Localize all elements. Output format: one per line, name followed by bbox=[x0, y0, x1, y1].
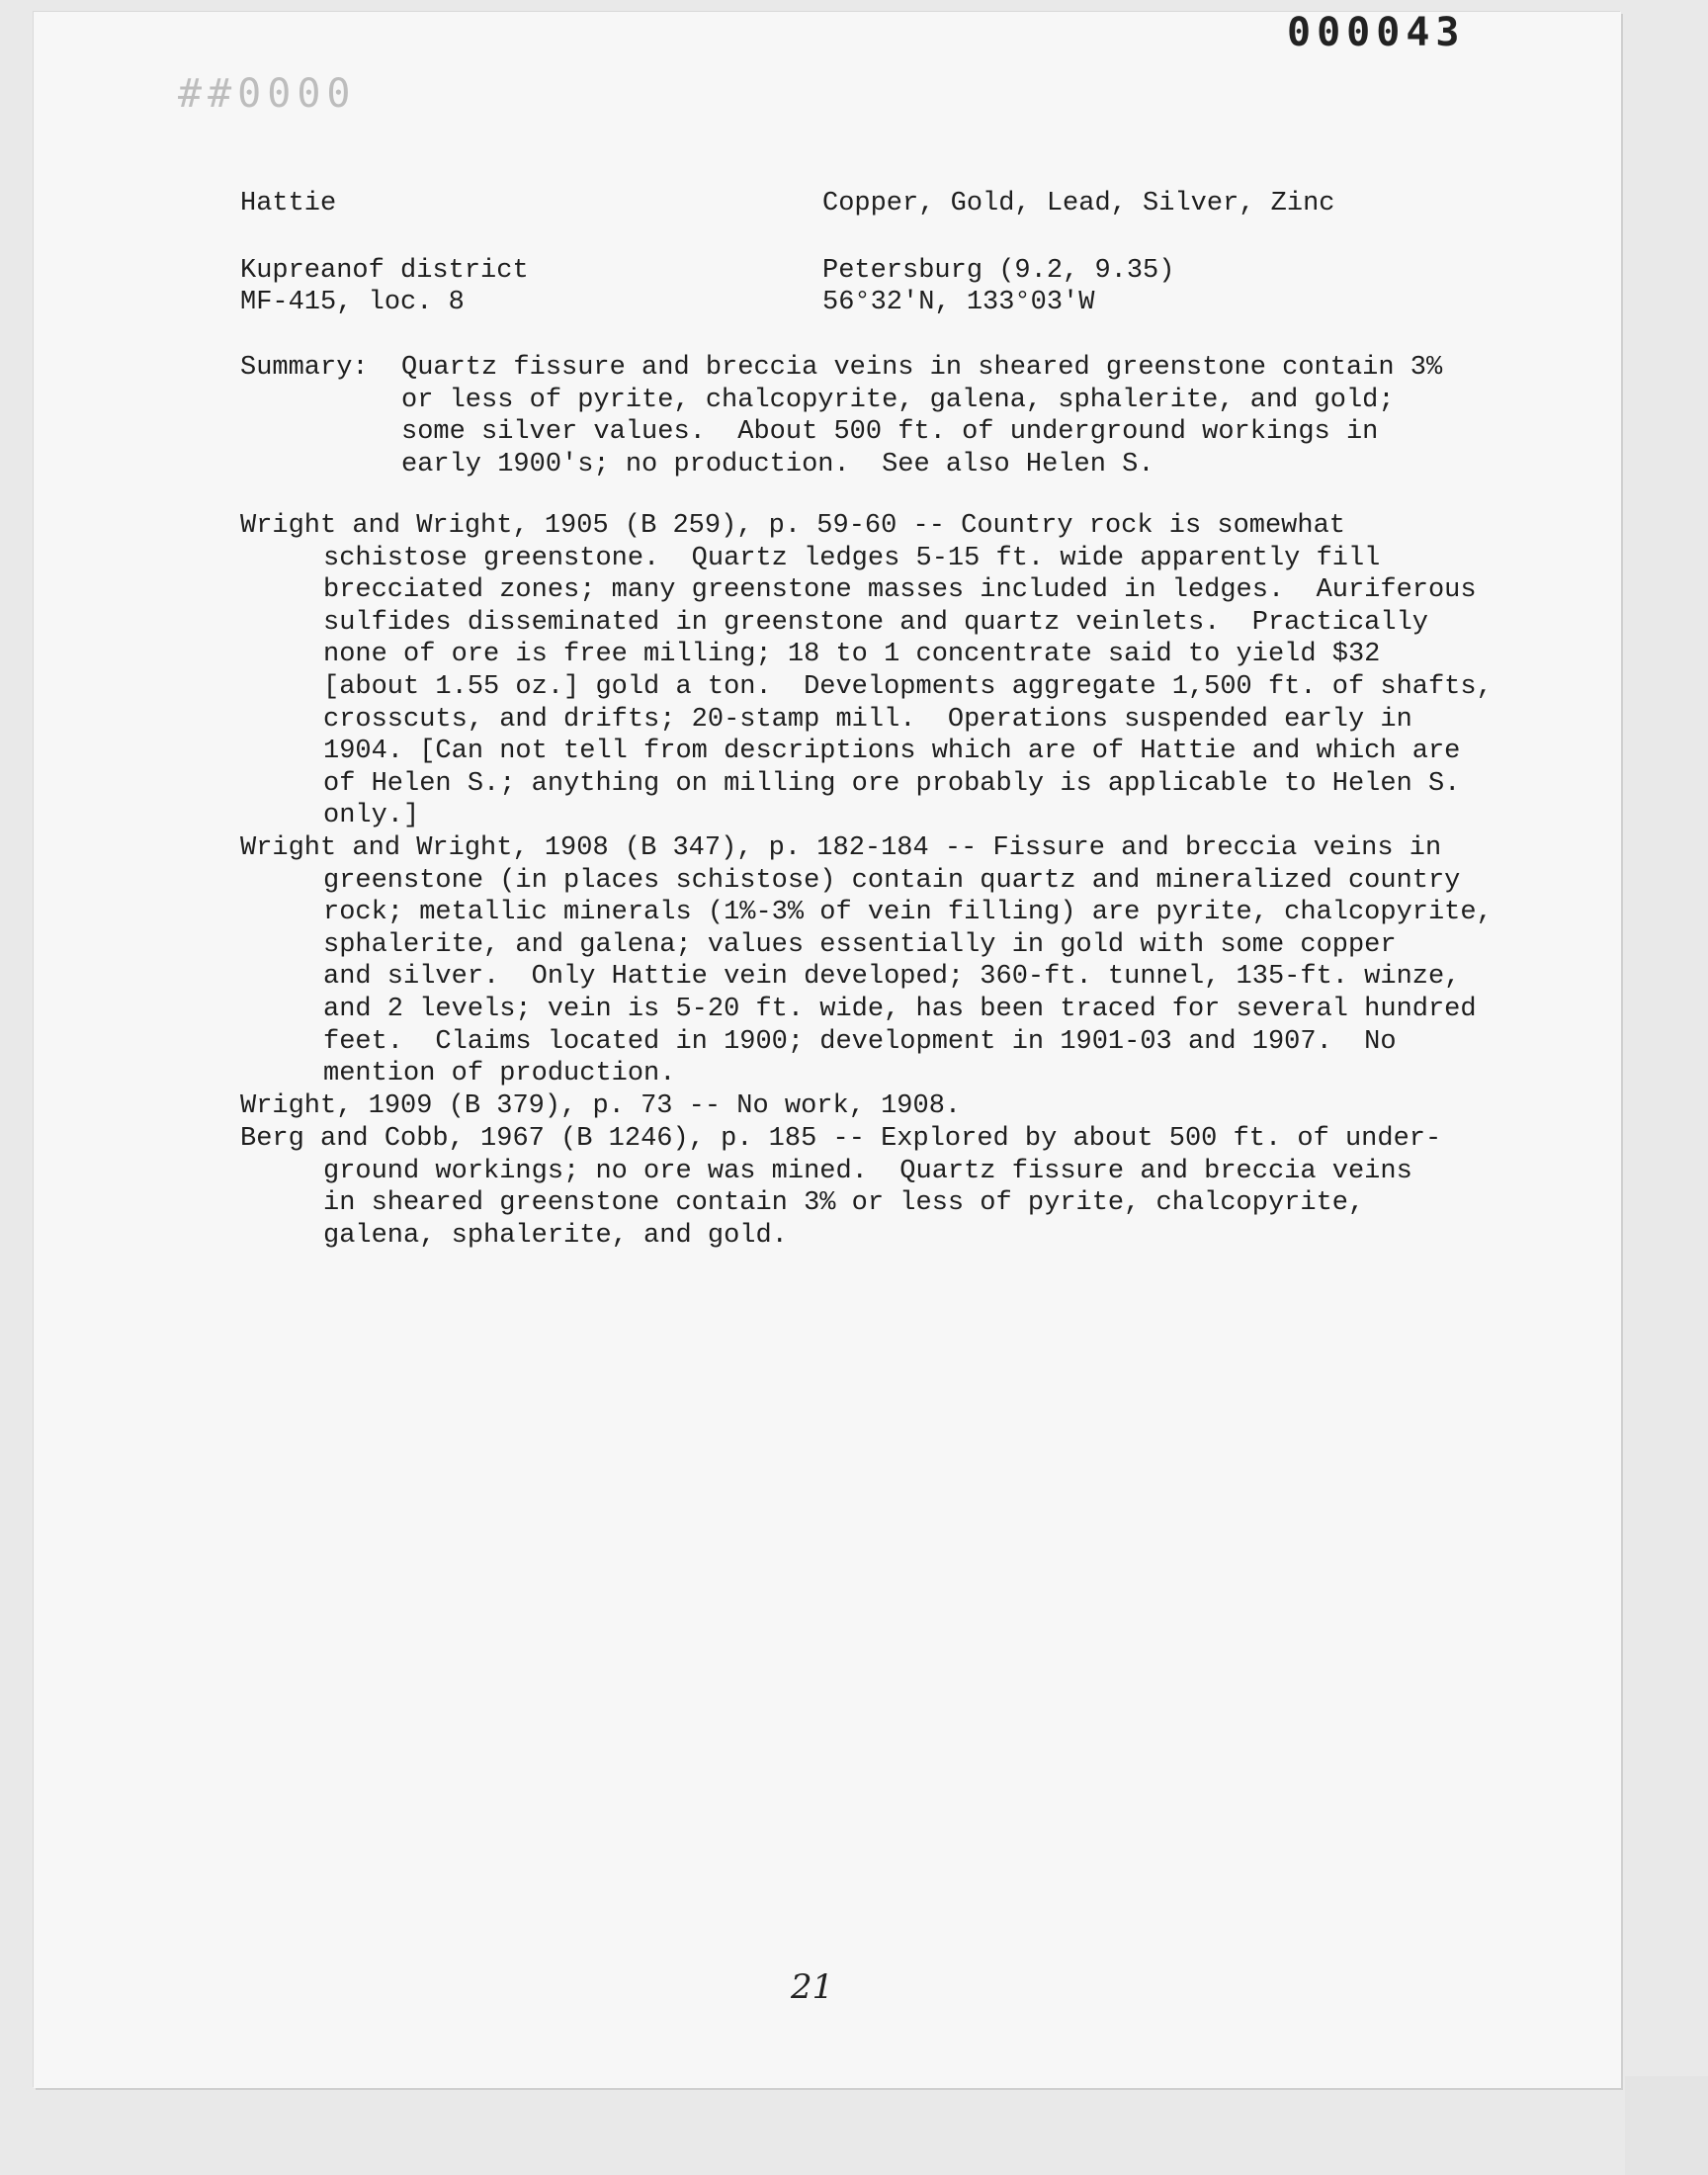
reference-line: none of ore is free milling; 18 to 1 concentrate said to yield $32 bbox=[323, 640, 1381, 670]
reference-line: greenstone (in places schistose) contain quartz and mineralized country bbox=[323, 865, 1461, 896]
reference-line: feet. Claims located in 1900; development in 1901-03 and 1907. No bbox=[323, 1026, 1397, 1057]
quadrangle: Petersburg (9.2, 9.35) bbox=[822, 256, 1175, 286]
reference-line: Wright and Wright, 1905 (B 259), p. 59-60 -- Country rock is somewhat bbox=[240, 511, 1345, 541]
summary-line: or less of pyrite, chalcopyrite, galena, sphalerite, and gold; bbox=[401, 385, 1395, 415]
reference-line: Berg and Cobb, 1967 (B 1246), p. 185 -- Explored by about 500 ft. of under- bbox=[240, 1124, 1442, 1154]
reference-entry bbox=[240, 1123, 1441, 1252]
summary-label: Summary: bbox=[240, 353, 369, 383]
reference-line: mention of production. bbox=[323, 1059, 676, 1089]
reference-line: in sheared greenstone contain 3% or less of pyrite, chalcopyrite, bbox=[323, 1188, 1365, 1219]
reference-line: sphalerite, and galena; values essentially in gold with some copper bbox=[323, 929, 1397, 960]
reference-line: brecciated zones; many greenstone masses included in ledges. Auriferous bbox=[323, 575, 1477, 606]
reference-line: Wright and Wright, 1908 (B 347), p. 182-184 -- Fissure and breccia veins in bbox=[240, 833, 1442, 863]
reference-line: only.] bbox=[323, 801, 420, 831]
reference-line: rock; metallic minerals (1%-3% of vein filling) are pyrite, chalcopyrite, bbox=[323, 898, 1493, 928]
reference-entry bbox=[240, 1090, 961, 1123]
summary-body bbox=[401, 352, 1442, 480]
commodities: Copper, Gold, Lead, Silver, Zinc bbox=[822, 189, 1335, 218]
reference-line: 1904. [Can not tell from descriptions which are of Hattie and which are bbox=[323, 737, 1461, 767]
reference-entry bbox=[240, 510, 1493, 832]
reference-line: sulfides disseminated in greenstone and quartz veinlets. Practically bbox=[323, 607, 1428, 638]
reference-line: schistose greenstone. Quartz ledges 5-15 ft. wide apparently fill bbox=[323, 543, 1381, 573]
reference-line: of Helen S.; anything on milling ore probably is applicable to Helen S. bbox=[323, 768, 1461, 799]
reference-line: and silver. Only Hattie vein developed; 360-ft. tunnel, 135-ft. winze, bbox=[323, 962, 1461, 993]
summary-line: early 1900's; no production. See also Helen S. bbox=[401, 449, 1154, 479]
summary-line: Quartz fissure and breccia veins in sheared greenstone contain 3% bbox=[401, 353, 1443, 383]
reference-line: ground workings; no ore was mined. Quartz fissure and breccia veins bbox=[323, 1156, 1412, 1186]
reference-entry bbox=[240, 832, 1493, 1090]
coordinates: 56°32'N, 133°03'W bbox=[822, 288, 1095, 317]
reference-line: [about 1.55 oz.] gold a ton. Developments aggregate 1,500 ft. of shafts, bbox=[323, 671, 1493, 702]
page-number: 21 bbox=[791, 1967, 834, 2007]
faint-stamp: ##0000 bbox=[178, 71, 357, 117]
reference-line: Wright, 1909 (B 379), p. 73 -- No work, 1908. bbox=[240, 1091, 962, 1121]
reference-line: galena, sphalerite, and gold. bbox=[323, 1220, 788, 1251]
map-reference: MF-415, loc. 8 bbox=[240, 288, 465, 317]
reference-line: crosscuts, and drifts; 20-stamp mill. Operations suspended early in bbox=[323, 704, 1412, 735]
reference-line: and 2 levels; vein is 5-20 ft. wide, has been traced for several hundred bbox=[323, 994, 1477, 1024]
district: Kupreanof district bbox=[240, 256, 529, 286]
document-stamp-number: 000043 bbox=[1287, 10, 1466, 55]
summary-line: some silver values. About 500 ft. of underground workings in bbox=[401, 417, 1379, 448]
mine-name: Hattie bbox=[240, 189, 337, 218]
scan-margin bbox=[1625, 2076, 1708, 2175]
